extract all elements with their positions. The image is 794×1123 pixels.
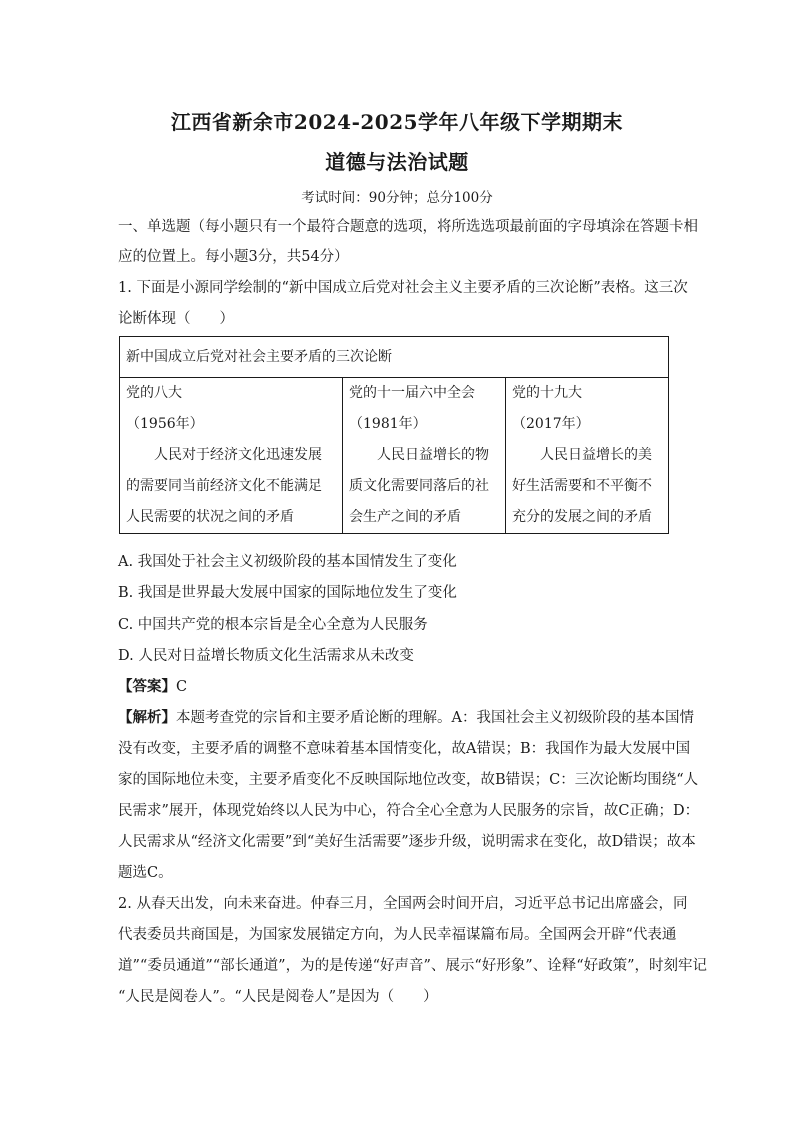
option-c: C. 中国共产党的根本宗旨是全心全意为人民服务 xyxy=(118,617,428,633)
analysis-text: 题选C。 xyxy=(118,865,173,881)
question-2-stem: 2. 从春天出发，向未来奋进。仲春三月，全国两会时间开启，习近平总书记出席盛会，同 xyxy=(118,896,688,912)
table-row xyxy=(120,378,669,534)
analysis-text: 家的国际地位未变，主要矛盾变化不反映国际地位改变，故B错误；C：三次论断均围绕“人 xyxy=(118,772,699,788)
contradiction-text: 人民日益增长的美 xyxy=(540,447,652,463)
analysis-text: 没有改变，主要矛盾的调整不意味着基本国情变化，故A错误；B：我国作为最大发展中国 xyxy=(118,741,691,757)
contradiction-text: 好生活需要和不平衡不 xyxy=(512,478,652,494)
answer-label: 【答案】 xyxy=(118,678,176,695)
question-2-stem: “人民是阅卷人”。“人民是阅卷人”是因为（ ） xyxy=(118,989,438,1005)
meeting-name: 党的十九大 xyxy=(512,385,582,401)
contradiction-text: 的需要同当前经济文化不能满足 xyxy=(126,478,322,494)
contradiction-text: 充分的发展之间的矛盾 xyxy=(512,509,652,525)
meeting-year: （1956年） xyxy=(126,416,204,432)
contradiction-text: 质文化需要同落后的社 xyxy=(349,478,489,494)
contradiction-text: 人民需要的状况之间的矛盾 xyxy=(126,509,294,525)
question-2-stem: 道”“委员通道”“部长通道”，为的是传递“好声音”、展示“好形象”、诠释“好政策”，时刻牢记 xyxy=(118,958,708,974)
question-2-stem: 代表委员共商国是，为国家发展锚定方向，为人民幸福谋篇布局。全国两会开辟“代表通 xyxy=(118,927,677,943)
table-header: 新中国成立后党对社会主要矛盾的三次论断 xyxy=(120,337,669,378)
answer-line xyxy=(118,677,187,697)
meeting-name: 党的八大 xyxy=(126,385,182,401)
analysis-label: 【解析】 xyxy=(118,709,176,726)
exam-title: 江西省新余市2024-2025学年八年级下学期期末 xyxy=(170,110,624,134)
question-1-stem: 1. 下面是小源同学绘制的“新中国成立后党对社会主义主要矛盾的三次论断”表格。这三次 xyxy=(118,280,688,296)
meeting-year: （2017年） xyxy=(512,416,590,432)
contradiction-table xyxy=(119,336,669,534)
analysis-text: 人民需求从“经济文化需要”到“美好生活需要”逐步升级，说明需求在变化，故D错误；故本 xyxy=(118,834,696,850)
section-instruction-line: 应的位置上。每小题3分，共54分） xyxy=(118,249,349,265)
meeting-year: （1981年） xyxy=(349,416,427,432)
contradiction-text: 人民日益增长的物 xyxy=(377,447,489,463)
option-d: D. 人民对日益增长物质文化生活需求从未改变 xyxy=(118,648,414,664)
question-1-stem: 论断体现（ ） xyxy=(118,311,234,327)
option-b: B. 我国是世界最大发展中国家的国际地位发生了变化 xyxy=(118,585,457,601)
contradiction-text: 人民对于经济文化迅速发展 xyxy=(154,447,322,463)
table-cell-sixth-plenum xyxy=(343,378,506,534)
exam-info: 考试时间：90分钟；总分100分 xyxy=(301,190,493,206)
analysis-text: 民需求”展开，体现党始终以人民为中心，符合全心全意为人民服务的宗旨，故C正确；D： xyxy=(118,803,700,819)
table-cell-19th-congress xyxy=(506,378,669,534)
exam-subject-title: 道德与法治试题 xyxy=(325,150,469,174)
analysis-line xyxy=(118,708,694,728)
contradiction-text: 会生产之间的矛盾 xyxy=(349,509,461,525)
analysis-text: 本题考查党的宗旨和主要矛盾论断的理解。A：我国社会主义初级阶段的基本国情 xyxy=(176,710,694,726)
answer-value: C xyxy=(176,679,188,695)
option-a: A. 我国处于社会主义初级阶段的基本国情发生了变化 xyxy=(118,554,457,570)
meeting-name: 党的十一届六中全会 xyxy=(349,385,475,401)
table-cell-8th-congress xyxy=(120,378,343,534)
section-instruction-line: 一、单选题（每小题只有一个最符合题意的选项，将所选选项最前面的字母填涂在答题卡相 xyxy=(118,219,698,235)
